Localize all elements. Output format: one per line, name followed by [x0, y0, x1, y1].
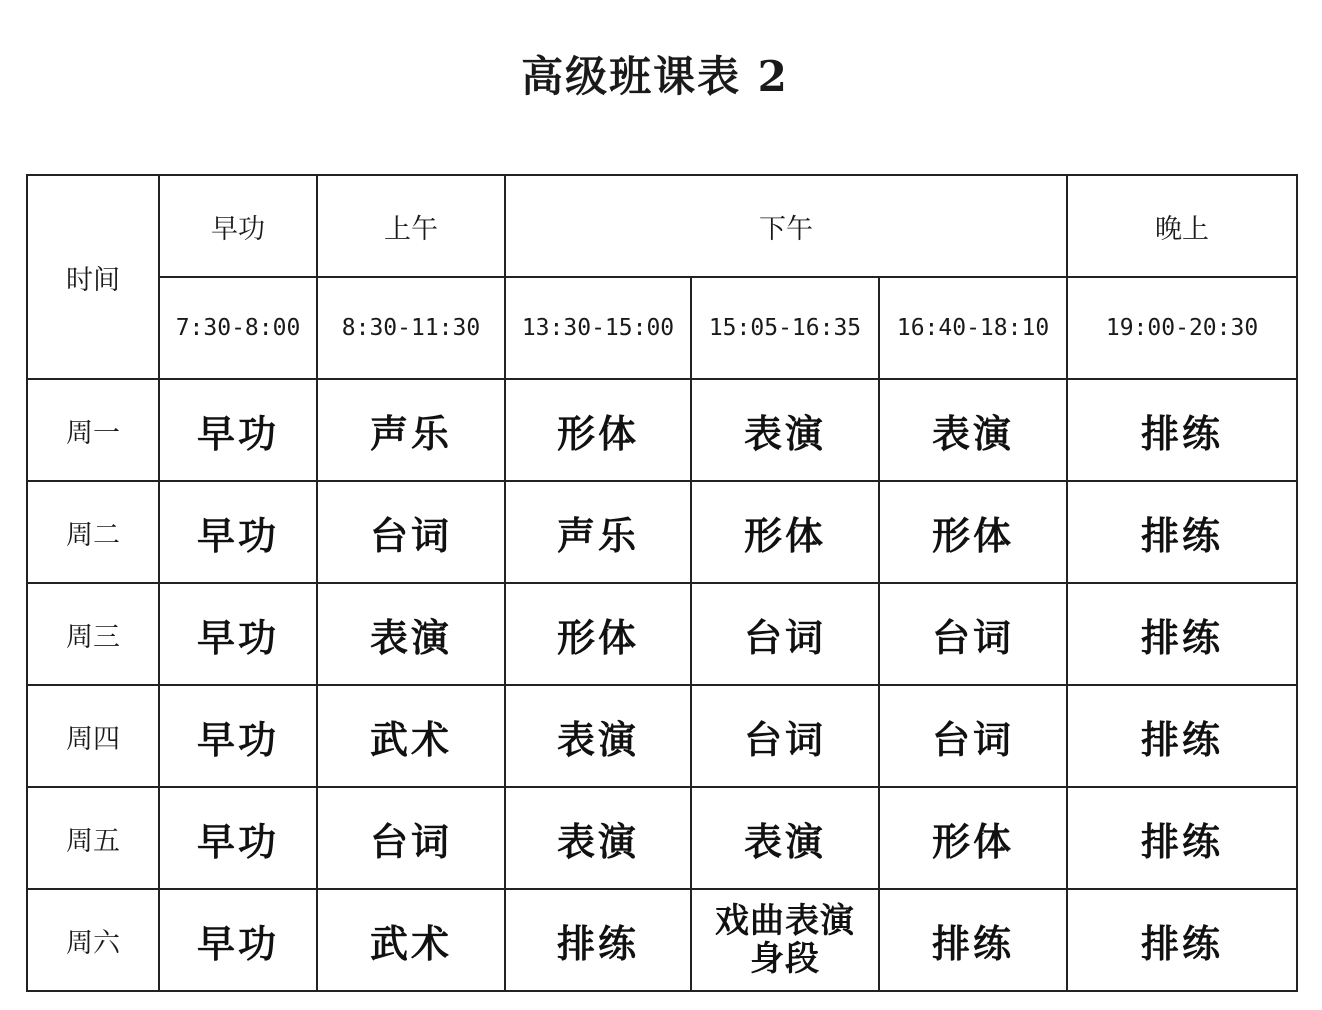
class-cell — [691, 787, 879, 889]
day-cell — [27, 481, 159, 583]
class-name: 声乐 — [556, 512, 639, 558]
header-row-groups — [27, 175, 1297, 277]
class-name: 武术 — [369, 716, 452, 762]
class-name: 早功 — [196, 920, 279, 966]
class-name: 台词 — [369, 512, 452, 558]
class-name: 排练 — [932, 920, 1015, 966]
table-row — [27, 685, 1297, 787]
class-cell — [159, 379, 317, 481]
class-name: 台词 — [932, 716, 1015, 762]
class-cell — [317, 889, 505, 991]
class-name: 排练 — [1141, 512, 1224, 558]
class-name — [692, 902, 878, 978]
time-slot-cell — [1067, 277, 1297, 379]
class-cell — [879, 481, 1067, 583]
time-slot: 8:30-11:30 — [341, 315, 481, 341]
day-label: 周三 — [66, 621, 120, 653]
class-cell — [1067, 583, 1297, 685]
class-cell — [879, 889, 1067, 991]
group-header-morning-drill: 早功 — [211, 213, 265, 245]
group-header-cell — [1067, 175, 1297, 277]
class-cell — [505, 481, 691, 583]
class-name: 表演 — [369, 614, 452, 660]
class-name: 排练 — [556, 920, 639, 966]
class-name: 早功 — [196, 614, 279, 660]
time-label: 时间 — [66, 264, 120, 296]
class-cell — [505, 889, 691, 991]
class-name: 形体 — [932, 512, 1015, 558]
class-name: 形体 — [556, 614, 639, 660]
class-cell — [691, 379, 879, 481]
class-cell — [879, 685, 1067, 787]
time-slot: 16:40-18:10 — [896, 315, 1050, 341]
class-cell — [159, 889, 317, 991]
class-name: 表演 — [932, 410, 1015, 456]
time-slot: 7:30-8:00 — [175, 315, 301, 341]
time-slot: 19:00-20:30 — [1105, 315, 1259, 341]
class-cell — [159, 787, 317, 889]
class-cell — [505, 583, 691, 685]
class-name: 早功 — [196, 716, 279, 762]
class-name: 排练 — [1141, 920, 1224, 966]
table-row — [27, 379, 1297, 481]
class-cell — [159, 481, 317, 583]
class-name: 排练 — [1141, 410, 1224, 456]
day-label: 周四 — [66, 723, 120, 755]
class-cell — [691, 889, 879, 991]
class-cell — [691, 685, 879, 787]
class-name: 台词 — [743, 716, 826, 762]
class-cell — [691, 583, 879, 685]
day-cell — [27, 583, 159, 685]
day-cell — [27, 787, 159, 889]
class-name: 声乐 — [369, 410, 452, 456]
class-name-line: 戏曲表演 — [715, 901, 855, 941]
time-slot: 13:30-15:00 — [521, 315, 675, 341]
class-name: 台词 — [743, 614, 826, 660]
class-name: 表演 — [556, 818, 639, 864]
day-label: 周六 — [66, 927, 120, 959]
class-name: 排练 — [1141, 818, 1224, 864]
class-cell — [879, 379, 1067, 481]
class-name: 形体 — [556, 410, 639, 456]
class-cell — [159, 583, 317, 685]
class-cell — [1067, 379, 1297, 481]
class-cell — [879, 583, 1067, 685]
class-cell — [1067, 787, 1297, 889]
class-name: 早功 — [196, 410, 279, 456]
table-row — [27, 481, 1297, 583]
group-header-morning: 上午 — [384, 213, 438, 245]
table-row — [27, 787, 1297, 889]
class-name: 形体 — [932, 818, 1015, 864]
class-cell — [505, 787, 691, 889]
day-cell — [27, 685, 159, 787]
class-cell — [317, 787, 505, 889]
time-slot-cell — [505, 277, 691, 379]
class-name: 排练 — [1141, 716, 1224, 762]
class-cell — [317, 379, 505, 481]
class-name-line: 身段 — [750, 939, 820, 979]
class-name: 早功 — [196, 512, 279, 558]
table-row — [27, 889, 1297, 991]
class-name: 表演 — [743, 410, 826, 456]
class-cell — [879, 787, 1067, 889]
class-name: 形体 — [743, 512, 826, 558]
time-slot-cell — [159, 277, 317, 379]
day-label: 周一 — [66, 417, 120, 449]
day-label: 周二 — [66, 519, 120, 551]
page-title: 高级班课表 2 — [521, 52, 789, 101]
class-cell — [691, 481, 879, 583]
class-cell — [159, 685, 317, 787]
time-label-cell — [27, 175, 159, 379]
schedule-table — [26, 174, 1298, 992]
header-row-times — [27, 277, 1297, 379]
time-slot-cell — [317, 277, 505, 379]
class-name: 武术 — [369, 920, 452, 966]
class-cell — [317, 685, 505, 787]
class-name: 台词 — [369, 818, 452, 864]
class-cell — [505, 379, 691, 481]
class-cell — [317, 583, 505, 685]
time-slot: 15:05-16:35 — [708, 315, 862, 341]
class-cell — [1067, 685, 1297, 787]
time-slot-cell — [691, 277, 879, 379]
day-label: 周五 — [66, 825, 120, 857]
class-name: 台词 — [932, 614, 1015, 660]
class-name: 表演 — [556, 716, 639, 762]
class-cell — [1067, 889, 1297, 991]
table-row — [27, 583, 1297, 685]
class-cell — [1067, 481, 1297, 583]
day-cell — [27, 889, 159, 991]
group-header-cell — [317, 175, 505, 277]
day-cell — [27, 379, 159, 481]
class-cell — [317, 481, 505, 583]
class-cell — [505, 685, 691, 787]
class-name: 表演 — [743, 818, 826, 864]
class-name: 早功 — [196, 818, 279, 864]
group-header-cell — [505, 175, 1067, 277]
group-header-evening: 晚上 — [1155, 213, 1210, 245]
class-name: 排练 — [1141, 614, 1224, 660]
time-slot-cell — [879, 277, 1067, 379]
group-header-cell — [159, 175, 317, 277]
group-header-afternoon: 下午 — [759, 213, 814, 245]
